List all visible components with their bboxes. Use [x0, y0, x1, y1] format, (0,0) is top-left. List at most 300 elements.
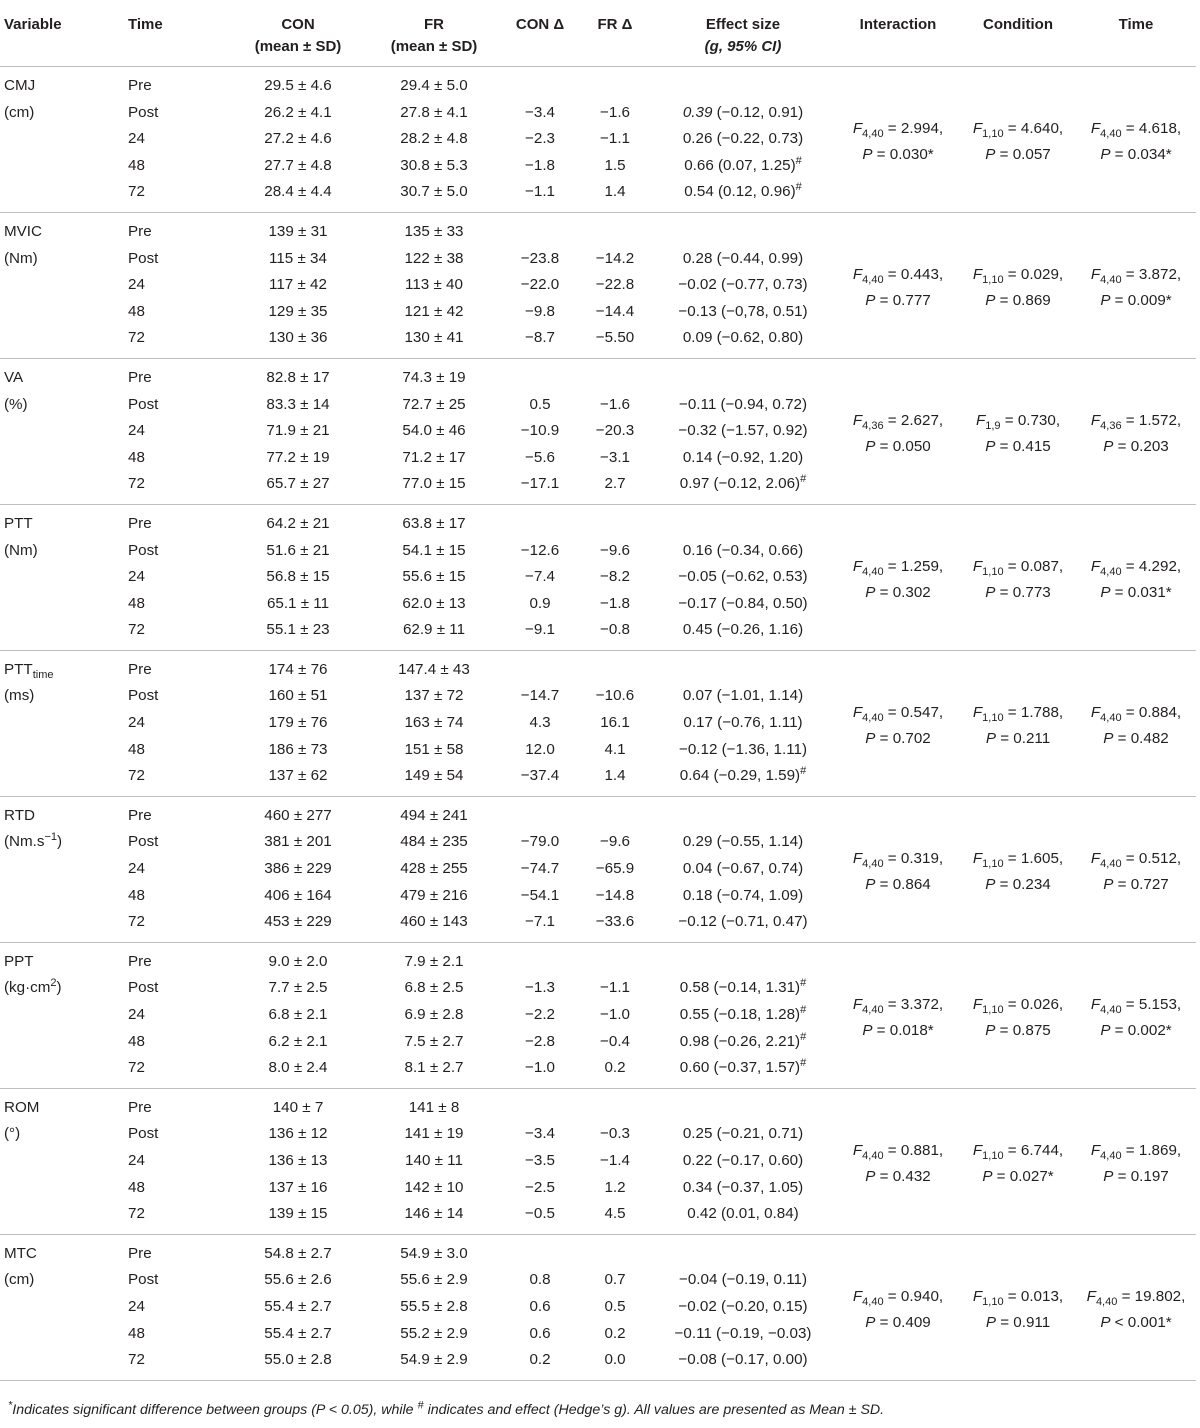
interaction-cell-p-value: = 0.030*: [872, 146, 934, 164]
effect-size-ci: 0.97 (−0.12, 2.06): [679, 475, 801, 493]
con-cell: 7.7 ± 2.5: [268, 979, 328, 997]
fr-cell: 29.4 ± 5.0: [400, 77, 468, 94]
effect-size-ci: 0.09 (−0.62, 0.80): [682, 329, 804, 347]
condition-cell-p-value: = 0.027*: [992, 1168, 1054, 1186]
con-delta-cell: 0.9: [529, 594, 551, 612]
interaction-cell-p-symbol: P: [862, 1022, 873, 1040]
fr-cell: 54.9 ± 2.9: [400, 1351, 468, 1369]
fr-cell: 55.6 ± 15: [402, 568, 466, 586]
variable-cell: [0, 212, 124, 358]
fr-cell: 141 ± 8: [408, 1098, 460, 1116]
effect-size-ci: 0.54 (0.12, 0.96): [684, 183, 796, 201]
time-effect-cell-p: [1080, 1164, 1192, 1191]
time-effect-cell-f-symbol: F: [1090, 265, 1101, 283]
fr-cell: 146 ± 14: [404, 1205, 464, 1223]
condition-cell-p: [964, 1310, 1072, 1337]
time-effect-cell-f-symbol: F: [1090, 703, 1101, 721]
interaction-cell: [836, 212, 960, 358]
header-fr: [368, 4, 500, 67]
time-cell: Pre: [128, 77, 152, 94]
interaction-cell-p: [840, 434, 956, 461]
time-effect-cell-p-symbol: P: [1100, 1022, 1111, 1040]
interaction-cell: [836, 942, 960, 1088]
time-effect-cell-df: 4,40: [1100, 273, 1122, 286]
con-cell: 56.8 ± 15: [266, 568, 330, 586]
header-row: [0, 4, 1196, 67]
condition-cell-f-symbol: F: [972, 119, 983, 137]
con-delta-cell: −1.3: [525, 979, 555, 997]
variable-unit: [4, 683, 120, 710]
con-cell: 65.1 ± 11: [266, 594, 330, 612]
table-row: [0, 504, 1196, 537]
condition-cell-p: [964, 288, 1072, 315]
condition-cell-p-symbol: P: [985, 1022, 996, 1040]
fr-cell: 55.6 ± 2.9: [400, 1271, 468, 1289]
interaction-cell: [836, 358, 960, 504]
interaction-cell-p-symbol: P: [865, 292, 876, 310]
effect-size-ci: 0.22 (−0.17, 0.60): [682, 1151, 804, 1169]
con-cell: 77.2 ± 19: [266, 448, 330, 466]
fr-delta-cell: [580, 504, 650, 537]
fr-delta-cell: [580, 212, 650, 245]
con-delta-cell: 0.6: [529, 1324, 551, 1342]
effect-size-g: 0.39: [682, 103, 713, 121]
effect-size-cell: [650, 883, 836, 910]
con-cell: 130 ± 36: [268, 329, 328, 347]
time-cell: 24: [128, 130, 145, 148]
effect-size-cell: [650, 358, 836, 391]
variable-group: [0, 796, 1196, 942]
fr-cell: 8.1 ± 2.7: [404, 1059, 464, 1077]
table-row: [0, 650, 1196, 683]
condition-cell: [960, 212, 1076, 358]
fr-delta-cell: −1.1: [600, 130, 630, 148]
variable-unit-text: (Nm): [4, 541, 38, 559]
time-effect-cell-p-symbol: P: [1103, 876, 1114, 894]
condition-cell-f-value: = 6.744,: [1003, 1141, 1064, 1159]
con-cell: 65.7 ± 27: [266, 475, 330, 493]
time-effect-cell-f-symbol: F: [1090, 119, 1101, 137]
con-cell: 51.6 ± 21: [266, 541, 330, 559]
con-delta-cell: −2.8: [525, 1032, 555, 1050]
table-row: [0, 358, 1196, 391]
condition-cell-p-symbol: P: [985, 584, 996, 602]
fr-cell: 130 ± 41: [404, 329, 464, 347]
con-cell: 117 ± 42: [269, 276, 327, 294]
con-cell: 54.8 ± 2.7: [264, 1244, 332, 1262]
fr-delta-cell: [580, 358, 650, 391]
time-effect-cell-df: 4,40: [1100, 1149, 1122, 1162]
effect-size-ci: −0.13 (−0,78, 0.51): [678, 302, 808, 320]
fr-delta-cell: −14.8: [595, 886, 635, 904]
effect-size-cell: [650, 909, 836, 942]
variable-name: [4, 803, 120, 830]
fr-cell: 121 ± 42: [404, 302, 464, 320]
fr-delta-cell: −0.8: [600, 621, 630, 639]
condition-cell-p-value: = 0.211: [995, 730, 1051, 748]
fr-cell: 63.8 ± 17: [402, 514, 466, 532]
table-row: [0, 796, 1196, 829]
condition-cell-p-symbol: P: [985, 146, 996, 164]
fr-delta-cell: [580, 796, 650, 829]
condition-cell-p-value: = 0.773: [995, 584, 1051, 602]
time-effect-cell-f-symbol: F: [1090, 411, 1101, 429]
table-row: [0, 1088, 1196, 1121]
variable-unit-text: (ms): [4, 687, 35, 705]
con-cell: 140 ± 7: [272, 1098, 324, 1116]
effect-size-cell: [650, 538, 836, 565]
time-effect-cell-p-symbol: P: [1100, 146, 1111, 164]
fr-cell: 55.2 ± 2.9: [400, 1324, 468, 1342]
condition-cell-p-value: = 0.911: [995, 1314, 1051, 1332]
fr-cell: 62.9 ± 11: [402, 621, 466, 639]
fr-cell: 30.7 ± 5.0: [400, 183, 468, 201]
effect-marker: #: [800, 1003, 807, 1016]
variable-cell: [0, 1088, 124, 1234]
variable-group: [0, 1088, 1196, 1234]
variable-label: ROM: [4, 1098, 40, 1116]
interaction-cell-f-value: = 1.259,: [883, 557, 944, 575]
header-time: [124, 4, 228, 67]
fr-delta-cell: −5.50: [595, 329, 635, 347]
time-effect-cell-p: [1080, 434, 1192, 461]
condition-cell-df: 1,10: [982, 1003, 1004, 1016]
effect-marker: #: [800, 473, 807, 486]
fr-delta-cell: 0.7: [604, 1271, 626, 1289]
interaction-cell-f-symbol: F: [852, 995, 863, 1013]
effect-size-ci: (−0.12, 0.91): [712, 103, 804, 121]
footnote-text-2: indicates and effect (Hedge’s g). All values are presented as Mean ± SD.: [423, 1402, 885, 1418]
time-cell: Pre: [128, 660, 152, 678]
fr-delta-cell: [580, 67, 650, 100]
time-cell: Post: [128, 1271, 159, 1289]
time-effect-cell: [1076, 358, 1196, 504]
time-cell: 72: [128, 1205, 145, 1223]
con-cell: 160 ± 51: [268, 687, 328, 705]
time-cell: Pre: [128, 222, 152, 240]
con-delta-cell: −23.8: [520, 249, 560, 267]
time-cell: 48: [128, 740, 145, 758]
condition-cell-f: [964, 554, 1072, 581]
header-con: [228, 4, 368, 67]
effect-size-ci: −0.12 (−1.36, 1.11): [678, 740, 808, 758]
effect-size-cell: [650, 564, 836, 591]
results-table: [0, 4, 1196, 1381]
interaction-cell-p-symbol: P: [865, 876, 876, 894]
effect-size-ci: 0.58 (−0.14, 1.31): [679, 979, 801, 997]
condition-cell-f: [964, 408, 1072, 435]
fr-delta-cell: −20.3: [595, 422, 635, 440]
interaction-cell-p: [840, 872, 956, 899]
con-cell: 129 ± 35: [268, 302, 328, 320]
variable-unit-end: ): [57, 833, 63, 851]
effect-size-ci: 0.16 (−0.34, 0.66): [682, 541, 804, 559]
header-fr-line2: (mean ± SD): [390, 38, 478, 55]
interaction-cell-f: [840, 1138, 956, 1165]
time-effect-cell-p: [1080, 1018, 1192, 1045]
effect-size-ci: 0.60 (−0.37, 1.57): [679, 1059, 801, 1077]
fr-delta-cell: −33.6: [595, 913, 635, 931]
effect-size-cell: [650, 445, 836, 472]
time-effect-cell: [1076, 942, 1196, 1088]
fr-cell: 151 ± 58: [404, 740, 464, 758]
time-effect-cell-f-symbol: F: [1090, 557, 1101, 575]
header-time-line1: Time: [128, 16, 163, 33]
time-effect-cell-df: 4,40: [1100, 127, 1122, 140]
variable-unit: [4, 1267, 120, 1294]
interaction-cell-f-symbol: F: [852, 119, 863, 137]
interaction-cell-df: 4,40: [862, 1003, 884, 1016]
interaction-cell-p-value: = 0.864: [875, 876, 931, 894]
header-variable: [0, 4, 124, 67]
interaction-cell-df: 4,40: [862, 565, 884, 578]
interaction-cell-f-symbol: F: [852, 1141, 863, 1159]
effect-size-ci: 0.26 (−0.22, 0.73): [682, 130, 804, 148]
con-cell: 64.2 ± 21: [266, 514, 330, 532]
variable-group: [0, 212, 1196, 358]
con-cell: 179 ± 76: [268, 714, 328, 732]
con-delta-cell: −2.3: [525, 130, 555, 148]
time-effect-cell-df: 4,40: [1100, 857, 1122, 870]
time-effect-cell-f-value: = 5.153,: [1121, 995, 1182, 1013]
condition-cell: [960, 504, 1076, 650]
interaction-cell-p-symbol: P: [865, 584, 876, 602]
fr-cell: 55.5 ± 2.8: [400, 1297, 468, 1315]
time-effect-cell-f-value: = 4.292,: [1121, 557, 1182, 575]
effect-size-cell: [650, 1175, 836, 1202]
variable-cell: [0, 358, 124, 504]
fr-delta-cell: 0.0: [604, 1351, 626, 1369]
fr-cell: 30.8 ± 5.3: [400, 156, 468, 174]
variable-group: [0, 1234, 1196, 1380]
con-delta-cell: [500, 358, 580, 391]
effect-size-ci: 0.55 (−0.18, 1.28): [679, 1006, 801, 1023]
variable-unit-text: (°): [4, 1125, 21, 1143]
effect-size-cell: [650, 418, 836, 445]
con-delta-cell: −7.1: [525, 913, 555, 931]
interaction-cell-df: 4,40: [862, 1149, 884, 1162]
effect-size-ci: −0.11 (−0.94, 0.72): [678, 395, 808, 413]
time-effect-cell-f-value: = 19.802,: [1117, 1287, 1186, 1305]
variable-cell: [0, 1234, 124, 1380]
time-cell: 24: [128, 860, 145, 878]
time-effect-cell-p-value: = 0.031*: [1110, 584, 1172, 602]
fr-cell: 7.5 ± 2.7: [404, 1032, 464, 1050]
effect-size-cell: [650, 796, 836, 829]
time-effect-cell-f-value: = 4.618,: [1121, 119, 1182, 137]
effect-size-cell: [650, 212, 836, 245]
header-effect-line1: Effect size: [705, 16, 781, 33]
fr-cell: 142 ± 10: [404, 1178, 464, 1196]
effect-size-cell: [650, 179, 836, 212]
con-delta-cell: [500, 1088, 580, 1121]
effect-size-cell: [650, 1088, 836, 1121]
effect-size-ci: −0.02 (−0.77, 0.73): [678, 276, 808, 294]
effect-size-ci: 0.18 (−0.74, 1.09): [682, 886, 804, 904]
con-delta-cell: −1.0: [525, 1059, 555, 1077]
time-effect-cell: [1076, 1234, 1196, 1380]
condition-cell: [960, 942, 1076, 1088]
con-delta-cell: [500, 942, 580, 975]
time-effect-cell-f-symbol: F: [1090, 995, 1101, 1013]
effect-size-ci: 0.66 (0.07, 1.25): [684, 156, 796, 174]
interaction-cell-p: [840, 726, 956, 753]
con-cell: 55.1 ± 23: [266, 621, 330, 639]
effect-size-ci: 0.29 (−0.55, 1.14): [682, 833, 804, 851]
condition-cell-df: 1,10: [982, 711, 1004, 724]
condition-cell-f-symbol: F: [972, 995, 983, 1013]
time-effect-cell-f-symbol: F: [1086, 1287, 1096, 1305]
time-effect-cell-df: 4,36: [1100, 419, 1122, 432]
header-fr_delta: [580, 4, 650, 67]
condition-cell-f: [964, 700, 1072, 727]
interaction-cell-p-value: = 0.302: [875, 584, 931, 602]
header-condition: [960, 4, 1076, 67]
variable-unit-text: (Nm): [4, 249, 38, 267]
table-row: [0, 1234, 1196, 1267]
interaction-cell-f: [840, 700, 956, 727]
condition-cell-f: [964, 262, 1072, 289]
fr-cell: 428 ± 255: [400, 860, 468, 878]
variable-group: [0, 942, 1196, 1088]
time-effect-cell: [1076, 504, 1196, 650]
con-delta-cell: −8.7: [525, 329, 555, 347]
fr-cell: 6.8 ± 2.5: [404, 979, 464, 997]
effect-size-ci: 0.17 (−0.76, 1.11): [683, 714, 803, 732]
con-cell: 6.2 ± 2.1: [268, 1032, 328, 1050]
interaction-cell-df: 4,36: [862, 419, 884, 432]
con-delta-cell: −9.8: [525, 302, 555, 320]
variable-unit: [4, 829, 120, 856]
condition-cell-f-value: = 0.026,: [1003, 995, 1064, 1013]
variable-name: [4, 219, 120, 246]
effect-size-cell: [650, 1321, 836, 1348]
con-delta-cell: −10.9: [520, 422, 560, 440]
footnote-hash: #: [417, 1399, 424, 1412]
effect-size-ci: 0.14 (−0.92, 1.20): [682, 448, 804, 466]
time-effect-cell-f-value: = 1.869,: [1121, 1141, 1182, 1159]
interaction-cell-f-value: = 0.547,: [883, 703, 944, 721]
effect-size-cell: [650, 126, 836, 153]
con-cell: 406 ± 164: [264, 886, 332, 904]
time-effect-cell-p-symbol: P: [1100, 1314, 1111, 1332]
interaction-cell-p-value: = 0.018*: [872, 1022, 934, 1040]
interaction-cell-p-symbol: P: [865, 730, 876, 748]
con-delta-cell: −74.7: [520, 860, 560, 878]
fr-delta-cell: −22.8: [595, 276, 635, 294]
con-cell: 26.2 ± 4.1: [264, 103, 332, 121]
interaction-cell-f: [840, 262, 956, 289]
variable-cell: [0, 67, 124, 213]
time-cell: Post: [128, 1125, 159, 1143]
variable-cell: [0, 504, 124, 650]
header-con-line1: CON: [281, 16, 315, 33]
condition-cell-p-value: = 0.234: [995, 876, 1051, 894]
effect-size-ci: 0.25 (−0.21, 0.71): [682, 1125, 804, 1143]
con-delta-cell: −17.1: [520, 475, 560, 493]
fr-delta-cell: 1.5: [604, 156, 626, 174]
fr-cell: 54.1 ± 15: [402, 541, 466, 559]
condition-cell-p-symbol: P: [985, 438, 996, 456]
table-footnote: [8, 1399, 885, 1418]
time-effect-cell-p: [1080, 1310, 1192, 1337]
variable-name: [4, 365, 120, 392]
interaction-cell-f-value: = 0.319,: [883, 849, 944, 867]
fr-delta-cell: −1.0: [600, 1006, 630, 1023]
fr-cell: 460 ± 143: [400, 913, 468, 931]
fr-delta-cell: 2.7: [604, 475, 626, 493]
variable-unit-end: ): [56, 979, 62, 997]
condition-cell-f: [964, 116, 1072, 143]
variable-name: [4, 511, 120, 538]
effect-size-cell: [650, 617, 836, 650]
header-variable-line1: Variable: [4, 16, 62, 33]
condition-cell-f-value: = 1.605,: [1003, 849, 1064, 867]
con-delta-cell: 0.8: [529, 1271, 551, 1289]
condition-cell-df: 1,10: [982, 1149, 1004, 1162]
fr-delta-cell: 0.2: [604, 1059, 626, 1077]
effect-size-cell: [650, 272, 836, 299]
fr-delta-cell: −9.6: [600, 541, 630, 559]
fr-cell: 28.2 ± 4.8: [400, 130, 468, 148]
time-effect-cell-p: [1080, 580, 1192, 607]
fr-delta-cell: −1.8: [600, 594, 630, 612]
con-cell: 8.0 ± 2.4: [268, 1059, 328, 1077]
time-cell: 72: [128, 183, 145, 201]
interaction-cell-f-value: = 3.372,: [883, 995, 944, 1013]
time-effect-cell-f: [1080, 992, 1192, 1019]
effect-size-ci: 0.45 (−0.26, 1.16): [682, 621, 804, 639]
time-cell: 24: [128, 422, 145, 440]
condition-cell-p: [964, 142, 1072, 169]
condition-cell-p: [964, 580, 1072, 607]
condition-cell: [960, 650, 1076, 796]
time-cell: 72: [128, 329, 145, 347]
interaction-cell-df: 4,40: [862, 711, 884, 724]
fr-delta-cell: −1.6: [600, 395, 630, 413]
time-effect-cell-p: [1080, 142, 1192, 169]
time-cell: 24: [128, 1297, 145, 1315]
con-cell: 136 ± 12: [268, 1125, 328, 1143]
con-cell: 186 ± 73: [268, 740, 328, 758]
condition-cell-f: [964, 846, 1072, 873]
effect-marker: #: [800, 765, 807, 778]
time-cell: 24: [128, 1006, 145, 1023]
condition-cell-df: 1,10: [982, 1295, 1004, 1308]
variable-unit: [4, 1121, 120, 1148]
con-cell: 453 ± 229: [264, 913, 332, 931]
fr-delta-cell: −0.3: [600, 1125, 630, 1143]
header-time_effect-line1: Time: [1118, 16, 1154, 33]
effect-marker: #: [795, 181, 802, 194]
header-interaction: [836, 4, 960, 67]
condition-cell-p: [964, 726, 1072, 753]
time-effect-cell: [1076, 1088, 1196, 1234]
con-delta-cell: 0.2: [529, 1351, 551, 1369]
time-effect-cell: [1076, 796, 1196, 942]
interaction-cell-p-symbol: P: [862, 146, 873, 164]
time-cell: 24: [128, 714, 145, 732]
effect-size-cell: [650, 1234, 836, 1267]
variable-group: [0, 504, 1196, 650]
time-cell: Pre: [128, 1244, 152, 1262]
con-delta-cell: −7.4: [525, 568, 555, 586]
fr-delta-cell: −1.1: [600, 979, 630, 997]
con-delta-cell: −1.1: [525, 183, 555, 201]
variable-name: [4, 657, 120, 684]
effect-size-ci: −0.02 (−0.20, 0.15): [678, 1297, 808, 1315]
effect-size-cell: [650, 392, 836, 419]
